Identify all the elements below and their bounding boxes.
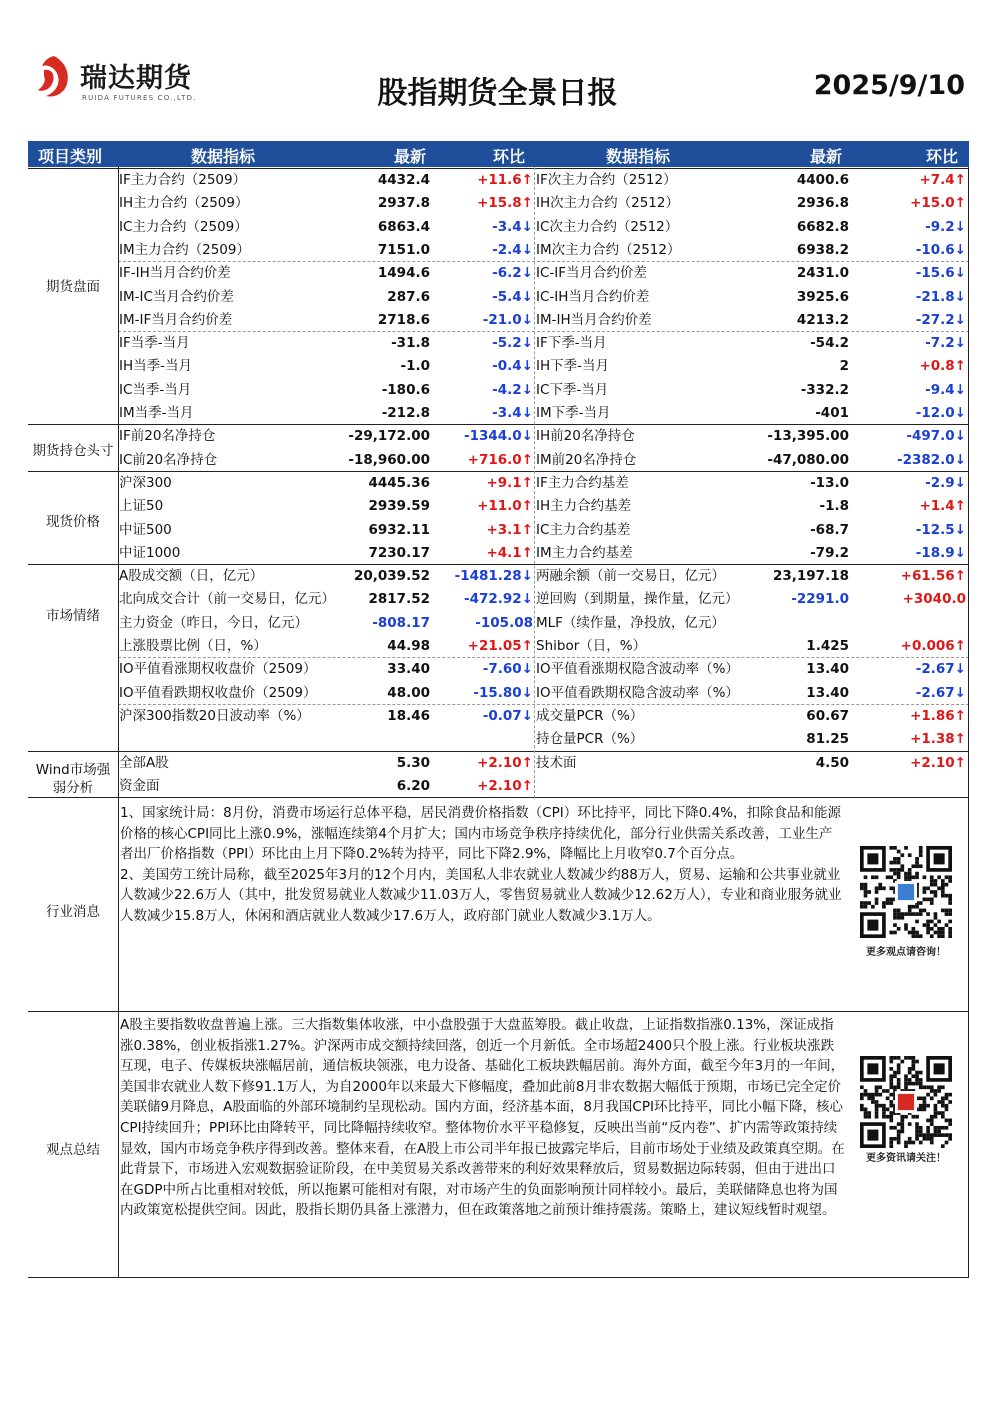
latest-value: 2937.8	[377, 195, 430, 212]
indicator-label: 北向成交合计（前一交易日，亿元）	[119, 591, 335, 608]
indicator-label: IH当季-当月	[119, 358, 193, 375]
change-value-2: -2.67↓	[915, 684, 966, 701]
table-row	[28, 425, 969, 448]
latest-value: -29,172.00	[348, 428, 430, 445]
table-row	[28, 309, 969, 332]
change-value-2	[848, 612, 966, 635]
table-row	[28, 635, 969, 658]
change-value: +2.10↑	[477, 754, 533, 771]
change-value-2: +2.10↑	[910, 754, 966, 771]
indicator-label: IM-IF当月合约价差	[119, 311, 233, 328]
indicator-label-2: IC次主力合约（2512）	[536, 218, 679, 235]
latest-value: -808.17	[372, 614, 430, 631]
table-row	[28, 286, 969, 309]
latest-value-2: 2936.8	[796, 195, 849, 212]
category-spot: 现货价格	[46, 514, 100, 530]
indicator-label-2: IM次主力合约（2512）	[536, 241, 681, 258]
latest-value-2: 60.67	[806, 707, 849, 724]
row-divider	[118, 261, 969, 262]
latest-value: 6863.4	[377, 218, 430, 235]
header-category: 项目类别	[38, 147, 103, 166]
category-wind-line2: 弱分析	[52, 780, 94, 796]
latest-value: 48.00	[387, 684, 430, 701]
change-value-2: +0.006↑	[900, 638, 966, 654]
change-value: -7.60↓	[482, 661, 533, 678]
indicator-label-2: IF主力合约基差	[536, 474, 629, 491]
latest-value: 6932.11	[368, 521, 430, 538]
indicator-label-2: 持仓量PCR（%）	[536, 731, 644, 748]
table-row	[28, 472, 969, 495]
latest-value: -1.0	[400, 358, 430, 375]
table-row	[28, 192, 969, 215]
latest-value: 20,039.52	[353, 568, 430, 585]
indicator-label-2: IF下季-当月	[536, 335, 607, 352]
change-value-2: +7.4↑	[919, 172, 966, 188]
indicator-label-2: MLF（续作量，净投放，亿元）	[536, 614, 725, 631]
category-column-divider	[118, 167, 119, 1277]
indicator-label-2: 两融余额（前一交易日，亿元）	[536, 568, 725, 585]
indicator-label-2: IH下季-当月	[536, 358, 610, 375]
indicator-label: IM主力合约（2509）	[119, 241, 250, 258]
indicator-label-2: IM前20名净持仓	[536, 451, 637, 468]
latest-value-2: 3925.6	[796, 288, 849, 305]
indicator-label-2: 逆回购（到期量，操作量，亿元）	[536, 591, 739, 608]
report-date: 2025/9/10	[813, 70, 965, 101]
indicator-label: IO平值看涨期权收盘价（2509）	[119, 661, 317, 678]
table-row	[28, 332, 969, 355]
change-value: +15.8↑	[477, 195, 533, 212]
indicator-label-2: IC-IH当月合约价差	[536, 288, 650, 305]
latest-value: 44.98	[387, 638, 430, 654]
change-value: -15.80↓	[473, 684, 533, 701]
group-divider	[28, 424, 969, 425]
latest-value: 18.46	[387, 707, 430, 724]
change-value-2: +1.4↑	[919, 498, 966, 515]
table-row	[28, 565, 969, 588]
latest-value-2	[693, 775, 849, 798]
indicator-label: IH主力合约（2509）	[119, 195, 249, 212]
indicator-label: IF前20名净持仓	[119, 428, 216, 445]
group-divider	[28, 751, 969, 752]
indicator-label-2: IM-IH当月合约价差	[536, 311, 652, 328]
change-value-2: +1.86↑	[910, 707, 966, 724]
indicator-label-2: 技术面	[536, 754, 577, 771]
latest-value: 4432.4	[377, 172, 430, 188]
change-value-2: -9.2↓	[925, 218, 966, 235]
qr-code-icon	[860, 846, 952, 938]
latest-value: 4445.36	[368, 474, 430, 491]
latest-value-2: 1.425	[806, 638, 849, 654]
qr-caption-view: 更多资讯请关注！	[866, 1153, 946, 1164]
change-value-2: -10.6↓	[915, 241, 966, 258]
change-value: +11.6↑	[477, 172, 533, 188]
latest-value: -18,960.00	[348, 451, 430, 468]
change-value: -3.4↓	[492, 405, 533, 421]
change-value: -105.08	[475, 614, 533, 631]
table-row	[28, 658, 969, 681]
change-value-2: +3040.0	[902, 591, 966, 608]
header-change: 环比	[493, 147, 526, 166]
middle-column-divider	[534, 167, 535, 798]
indicator-label-2: IH主力合约基差	[536, 498, 632, 515]
indicator-label: IC主力合约（2509）	[119, 218, 248, 235]
change-value: -21.0↓	[482, 311, 533, 328]
latest-value-2: -13.0	[810, 474, 849, 491]
table-row	[28, 169, 969, 192]
latest-value-2: -54.2	[810, 335, 849, 352]
change-value: -2.4↓	[492, 241, 533, 258]
category-wind-line1: Wind市场强	[35, 762, 111, 778]
indicator-label-2: IM主力合约基差	[536, 544, 633, 561]
indicator-label: 资金面	[119, 777, 160, 794]
row-divider	[118, 331, 969, 332]
latest-value: 2939.59	[368, 498, 430, 515]
change-value-2: -12.0↓	[915, 405, 966, 421]
category-industry: 行业消息	[46, 904, 100, 920]
latest-value-2: 23,197.18	[772, 568, 849, 585]
latest-value: 1494.6	[377, 265, 430, 282]
latest-value-2: 13.40	[806, 684, 849, 701]
change-value: +2.10↑	[477, 777, 533, 794]
change-value: -3.4↓	[492, 218, 533, 235]
indicator-label-2: IC下季-当月	[536, 381, 609, 398]
indicator-label: IC当季-当月	[119, 381, 192, 398]
change-value: -0.07↓	[482, 707, 533, 724]
indicator-label-2: IO平值看涨期权隐含波动率（%）	[536, 661, 739, 678]
latest-value: 7151.0	[377, 241, 430, 258]
indicator-label: 中证500	[119, 521, 172, 538]
table-row	[28, 262, 969, 285]
indicator-label: IF主力合约（2509）	[119, 172, 247, 188]
change-value: -6.2↓	[492, 265, 533, 282]
table-row	[28, 519, 969, 542]
latest-value-2: 4400.6	[796, 172, 849, 188]
indicator-label: 上证50	[119, 498, 164, 515]
table-row	[28, 402, 969, 425]
header-change-2: 环比	[926, 147, 959, 166]
latest-value: 6.20	[396, 777, 430, 794]
group-divider	[28, 471, 969, 472]
category-wind	[28, 761, 118, 797]
indicator-label: IM-IC当月合约价差	[119, 288, 234, 305]
table-row	[28, 379, 969, 402]
group-divider	[28, 797, 969, 798]
table-row	[28, 752, 969, 775]
indicator-label-2: IF次主力合约（2512）	[536, 172, 677, 188]
category-view: 观点总结	[46, 1142, 100, 1158]
change-value: -5.4↓	[492, 288, 533, 305]
change-value-2: -7.2↓	[925, 335, 966, 352]
table-row	[28, 612, 969, 635]
bottom-border	[28, 1277, 969, 1278]
qr-caption-industry: 更多观点请咨询！	[866, 947, 946, 958]
category-top20: 期货持仓头寸	[32, 443, 114, 459]
change-value-2: +15.0↑	[910, 195, 966, 212]
indicator-label-2: IC主力合约基差	[536, 521, 631, 538]
latest-value-2: 4.50	[815, 754, 849, 771]
table-row	[28, 728, 969, 751]
change-value-2: -15.6↓	[915, 265, 966, 282]
change-value-2: -2.9↓	[925, 474, 966, 491]
latest-value-2: -332.2	[800, 381, 849, 398]
latest-value-2: 2431.0	[796, 265, 849, 282]
change-value: -472.92↓	[463, 591, 533, 608]
latest-value: -31.8	[391, 335, 430, 352]
change-value-2: -27.2↓	[915, 311, 966, 328]
indicator-label: 主力资金（昨日，今日，亿元）	[119, 614, 308, 631]
change-value-2: +61.56↑	[900, 568, 966, 585]
header-indicator: 数据指标	[191, 147, 256, 166]
table-row	[28, 705, 969, 728]
change-value: +11.0↑	[477, 498, 533, 515]
indicator-label: IC前20名净持仓	[119, 451, 218, 468]
table-header	[28, 141, 969, 167]
header-latest-2: 最新	[810, 147, 843, 166]
latest-value-2: -1.8	[819, 498, 849, 515]
latest-value-2: 4213.2	[796, 311, 849, 328]
table-row	[28, 542, 969, 565]
latest-value: 2718.6	[377, 311, 430, 328]
latest-value-2: 6682.8	[796, 218, 849, 235]
latest-value: 5.30	[396, 754, 430, 771]
indicator-label-2: IO平值看跌期权隐含波动率（%）	[536, 684, 739, 701]
latest-value-2: 2	[839, 358, 849, 375]
logo-text: 瑞达期货	[80, 63, 192, 94]
change-value: +716.0↑	[467, 451, 533, 468]
change-value-2: -2382.0↓	[896, 451, 966, 468]
latest-value-2: -68.7	[810, 521, 849, 538]
change-value	[432, 728, 533, 751]
change-value: -1481.28↓	[454, 568, 533, 585]
change-value: -0.4↓	[492, 358, 533, 375]
category-futures: 期货盘面	[46, 279, 100, 295]
report-title: 股指期货全景日报	[377, 76, 618, 111]
table-row	[28, 588, 969, 611]
change-value-2	[848, 775, 966, 798]
change-value: -5.2↓	[492, 335, 533, 352]
group-divider	[28, 168, 969, 169]
latest-value-2: 81.25	[806, 731, 849, 748]
indicator-label-2: IM下季-当月	[536, 405, 611, 421]
industry-news-text: 1、国家统计局：8月份，消费市场运行总体平稳，居民消费价格指数（CPI）环比持平，同比下降0.4%，扣除食品和能源价格的核心CPI同比上涨0.9%，涨幅连续第4个月扩大；国内市场竞争秩序持续优化，部分行业供需关系改善，工业生产者出厂价格指数（PPI）环比由上月下降0.2%转为持平，同比下降2.9%，降幅比上月收窄0.7个百分点。 2、美国劳工统计局称，截至2025年3月的12个月内，美国私人非农就业人数减少约88万人，贸易、运输和公共事业就业人数减少22.6万人（其中，批发贸易就业人数减少11.03万人，零售贸易就业人数减少12.62万人），专业和商业服务就业人数减少15.8万人，休闲和酒店就业人数减少17.6万人，政府部门就业人数减少3.1万人。	[120, 805, 842, 924]
indicator-label: IF-IH当月合约价差	[119, 265, 231, 282]
change-value-2: +0.8↑	[919, 358, 966, 375]
change-value-2: -21.8↓	[915, 288, 966, 305]
indicator-label-2: IH次主力合约（2512）	[536, 195, 679, 212]
indicator-label: 沪深300	[119, 474, 172, 491]
change-value: +3.1↑	[486, 521, 533, 538]
group-divider	[28, 564, 969, 565]
indicator-label: 上涨股票比例（日，%）	[119, 638, 267, 654]
table-row	[28, 495, 969, 518]
latest-value: -212.8	[381, 405, 430, 421]
change-value: -4.2↓	[492, 381, 533, 398]
indicator-label-2: IH前20名净持仓	[536, 428, 635, 445]
table-row	[28, 355, 969, 378]
category-sentiment: 市场情绪	[46, 608, 100, 624]
change-value-2: -497.0↓	[906, 428, 966, 445]
change-value-2: -12.5↓	[915, 521, 966, 538]
indicator-label: 中证1000	[119, 544, 181, 561]
table-row	[28, 682, 969, 705]
view-summary-text: A股主要指数收盘普遍上涨。三大指数集体收涨，中小盘股强于大盘蓝筹股。截止收盘，上证指数指涨0.13%，深证成指涨0.38%，创业板指涨1.27%。沪深两市成交额持续回落，创近一个月新低。全市场超2400只个股上涨。行业板块涨跌互现，电子、传媒板块涨幅居前，通信板块领涨，电力设备、基础化工板块跌幅居前。海外方面，截至今年3月的一年间，美国非农就业人数下修91.1万人，为自2000年以来最大下修幅度，叠加此前8月非农数据大幅低于预期，市场已完全定价美联储9月降息，A股面临的外部环境制约呈现松动。国内方面，经济基本面，8月我国CPI环比持平，同比小幅下降，核心CPI持续回升；PPI环比由降转平，同比降幅持续收窄。整体物价水平平稳修复，反映出当前“反内卷”、扩内需等政策持续显效，国内市场竞争秩序得到改善。整体来看，在A股上市公司半年报已披露完毕后，目前市场处于业绩及政策真空期。在此背景下，市场进入宏观数据验证阶段，在中美贸易关系改善带来的利好效果释放后，贸易数据边际转弱，但由于进出口在GDP中所占比重相对较低，所以拖累可能相对有限，对市场产生的负面影响预计同样较小。最后，美联储降息也将为国内政策宽松提供空间。因此，股指长期仍具备上涨潜力，但在政策落地之前预计维持震荡。策略上，建议短线暂时观望。	[120, 1017, 845, 1219]
change-value: +21.05↑	[467, 638, 533, 654]
latest-value: 7230.17	[368, 544, 430, 561]
indicator-label-2: IC-IF当月合约价差	[536, 265, 648, 282]
latest-value-2: -79.2	[810, 544, 849, 561]
change-value: +4.1↑	[486, 544, 533, 561]
row-divider	[118, 704, 969, 705]
change-value: +9.1↑	[486, 474, 533, 491]
section-divider	[28, 1011, 969, 1012]
latest-value-2: -2291.0	[791, 591, 849, 608]
indicator-label: IM当季-当月	[119, 405, 194, 421]
indicator-label-2: 成交量PCR（%）	[536, 707, 644, 724]
indicator-label: IF当季-当月	[119, 335, 190, 352]
logo-english-text: RUIDA FUTURES CO.,LTD.	[82, 94, 197, 102]
right-border	[968, 167, 969, 1277]
table-row	[28, 216, 969, 239]
latest-value-2: 13.40	[806, 661, 849, 678]
change-value: -1344.0↓	[463, 428, 533, 445]
latest-value: -180.6	[381, 381, 430, 398]
table-row	[28, 775, 969, 798]
change-value-2: +1.38↑	[910, 731, 966, 748]
change-value-2: -9.4↓	[925, 381, 966, 398]
latest-value-2	[693, 612, 849, 635]
header-latest: 最新	[394, 147, 427, 166]
indicator-label-2: Shibor（日，%）	[536, 638, 647, 654]
latest-value-2: -47,080.00	[767, 451, 849, 468]
latest-value-2: -13,395.00	[767, 428, 849, 445]
latest-value: 33.40	[387, 661, 430, 678]
latest-value: 287.6	[387, 288, 430, 305]
indicator-label: A股成交额（日，亿元）	[119, 568, 264, 585]
header-indicator-2: 数据指标	[606, 147, 671, 166]
row-divider	[118, 657, 969, 658]
indicator-label: 全部A股	[119, 754, 169, 771]
indicator-label: 沪深300指数20日波动率（%）	[119, 707, 310, 724]
table-row	[28, 239, 969, 262]
change-value-2: -2.67↓	[915, 661, 966, 678]
change-value-2: -18.9↓	[915, 544, 966, 561]
qr-code-icon	[860, 1056, 952, 1148]
latest-value: 2817.52	[368, 591, 430, 608]
table-row	[28, 449, 969, 472]
latest-value-2: -401	[815, 405, 849, 421]
latest-value	[278, 728, 430, 751]
indicator-label: IO平值看跌期权收盘价（2509）	[119, 684, 317, 701]
latest-value-2: 6938.2	[796, 241, 849, 258]
